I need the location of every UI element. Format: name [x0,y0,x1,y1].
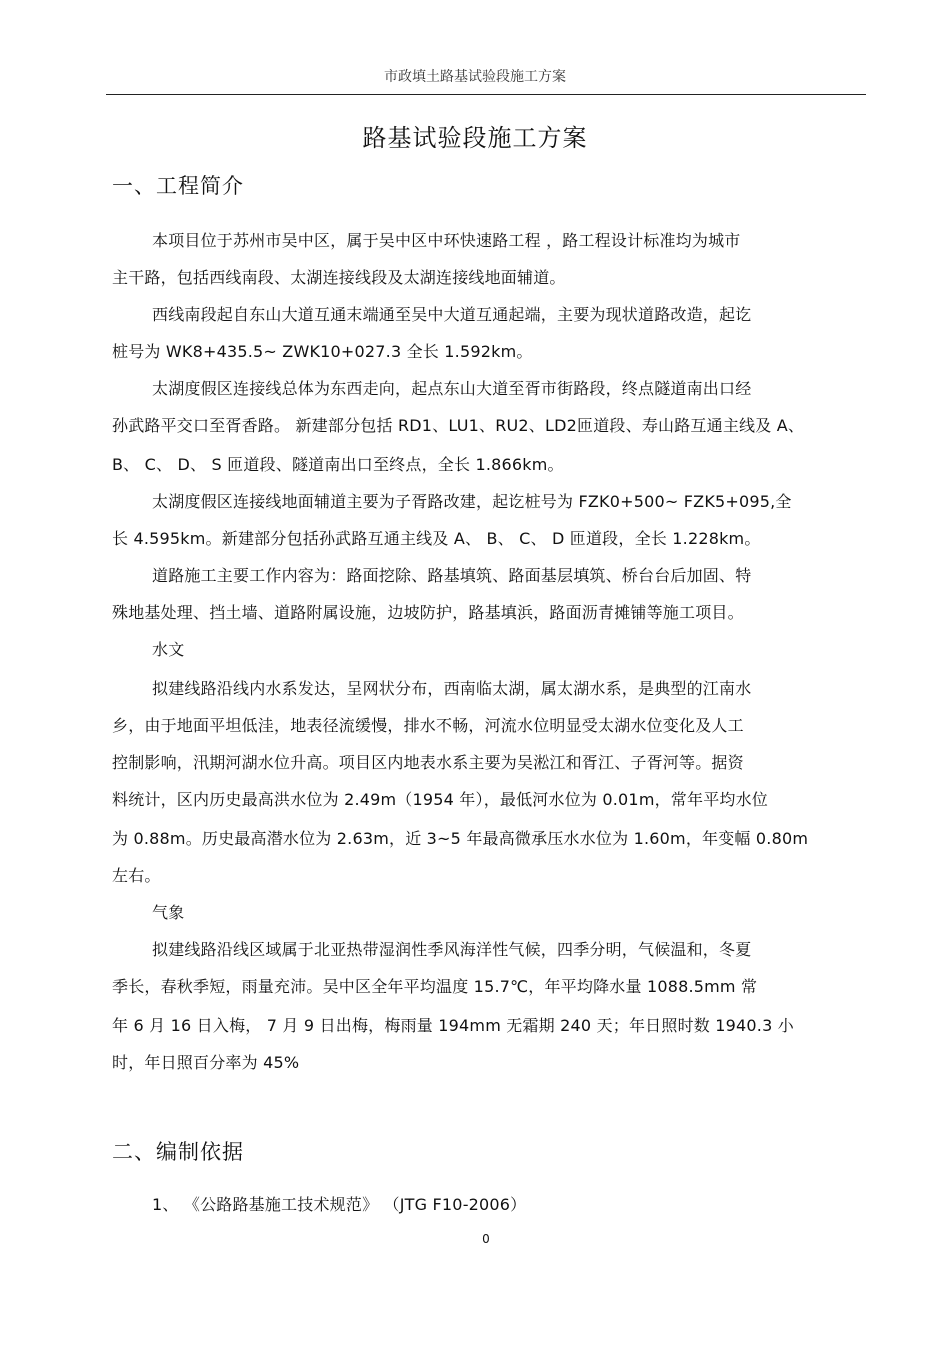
body-line: B、 C、 D、 S 匝道段、隧道南出口至终点，全长 1.866km。 [112,455,564,474]
running-header: 市政填土路基试验段施工方案 [384,69,566,85]
body-line: 季长，春秋季短，雨量充沛。吴中区全年平均温度 15.7℃，年平均降水量 1088.5mm 常 [112,977,758,996]
body-line: 乡，由于地面平坦低洼，地表径流缓慢，排水不畅，河流水位明显受太湖水位变化及人工 [112,716,744,735]
body-line: 为 0.88m。历史最高潜水位为 2.63m，近 3~5 年最高微承压水水位为 1.60m，年变幅 0.80m [112,829,809,848]
body-line: 桩号为 WK8+435.5~ ZWK10+027.3 全长 1.592km。 [112,342,533,361]
body-line: 拟建线路沿线内水系发达，呈网状分布，西南临太湖，属太湖水系，是典型的江南水 [152,679,752,698]
body-line: 孙武路平交口至胥香路。 新建部分包括 RD1、LU1、RU2、LD2匝道段、寿山路互通主线及 A、 [112,416,805,435]
body-line: 西线南段起自东山大道互通末端通至吴中大道互通起端，主要为现状道路改造，起讫 [152,305,752,324]
subheading-hydrology: 水文 [152,640,185,659]
body-line: 年 6 月 16 日入梅， 7 月 9 日出梅，梅雨量 194mm 无霜期 240 天；年日照时数 1940.3 小 [112,1016,794,1035]
body-line: 拟建线路沿线区域属于北亚热带湿润性季风海洋性气候，四季分明，气候温和，冬夏 [152,940,752,959]
subheading-climate: 气象 [152,903,185,922]
section-heading-2: 二、编制依据 [112,1140,244,1164]
page-number: 0 [482,1232,490,1246]
body-line: 本项目位于苏州市吴中区，属于吴中区中环快速路工程 ，路工程设计标准均为城市 [152,231,741,250]
reference-item: 1、 《公路路基施工技术规范》 （JTG F10-2006） [152,1195,527,1214]
body-line: 料统计，区内历史最高洪水位为 2.49m（1954 年），最低河水位为 0.01m，常年平均水位 [112,790,768,809]
body-line: 太湖度假区连接线总体为东西走向，起点东山大道至胥市街路段，终点隧道南出口经 [152,379,752,398]
body-line: 控制影响，汛期河湖水位升高。项目区内地表水系主要为吴淞江和胥江、子胥河等。据资 [112,753,744,772]
body-line: 左右。 [112,866,161,885]
header-rule [106,94,866,95]
body-line: 太湖度假区连接线地面辅道主要为子胥路改建，起讫桩号为 FZK0+500~ FZK5+095,全 [152,492,792,511]
body-line: 时，年日照百分率为 45% [112,1053,300,1072]
body-line: 道路施工主要工作内容为：路面挖除、路基填筑、路面基层填筑、桥台台后加固、特 [152,566,752,585]
body-line: 主干路，包括西线南段、太湖连接线段及太湖连接线地面辅道。 [112,268,566,287]
document-title: 路基试验段施工方案 [362,124,588,152]
body-line: 殊地基处理、挡土墙、道路附属设施，边坡防护，路基填浜，路面沥青摊铺等施工项目。 [112,603,744,622]
body-line: 长 4.595km。新建部分包括孙武路互通主线及 A、 B、 C、 D 匝道段，全长 1.228km。 [112,529,761,548]
section-heading-1: 一、工程简介 [112,174,244,198]
